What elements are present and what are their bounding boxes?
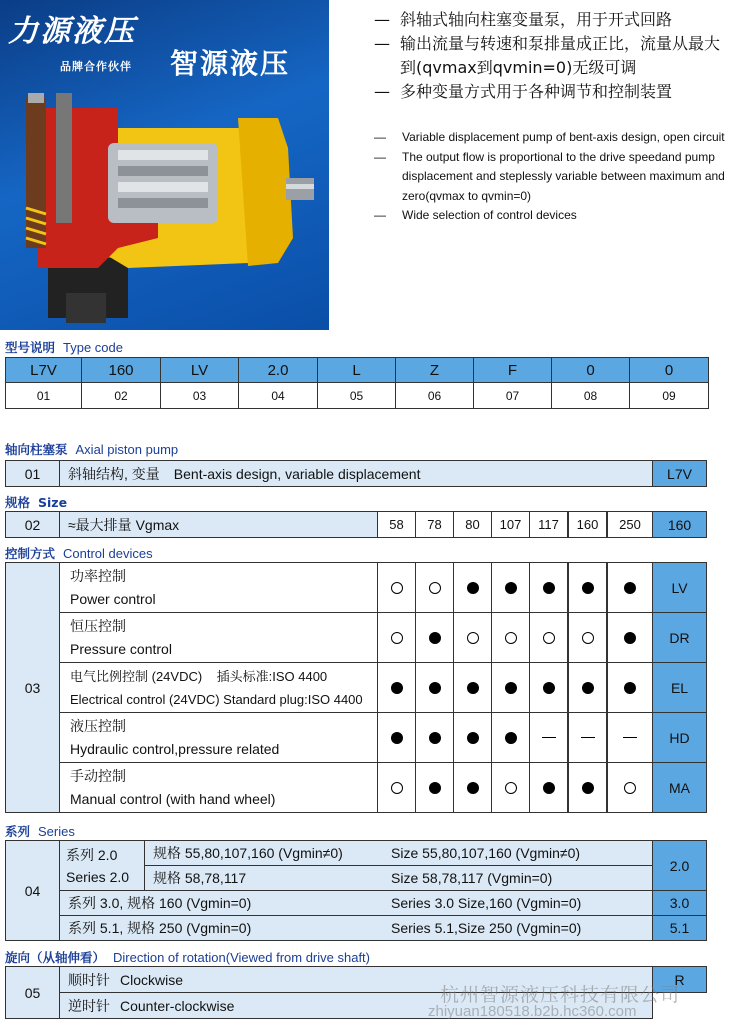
filled-dot-icon — [505, 682, 517, 694]
size-value-cell: 58 — [377, 511, 416, 538]
open-circle-icon — [582, 632, 594, 644]
type-code-position: 05 — [317, 382, 396, 409]
compatibility-cell — [453, 762, 492, 813]
compatibility-cell — [568, 612, 607, 663]
series-2-0-label: 系列 2.0 Series 2.0 — [59, 840, 145, 891]
type-code-cell: L — [317, 357, 396, 383]
filled-dot-icon — [391, 732, 403, 744]
section-title-rotation: 旋向（从轴伸看） Direction of rotation(Viewed from drive shaft) — [5, 950, 370, 965]
filled-dot-icon — [582, 782, 594, 794]
filled-dot-icon — [543, 582, 555, 594]
description-cn-item: — 多种变量方式用于各种调节和控制装置 — [374, 82, 673, 101]
watermark-company: 杭州智源液压科技有限公司 — [440, 984, 681, 1006]
compatibility-cell — [491, 562, 530, 613]
filled-dot-icon — [582, 682, 594, 694]
compatibility-cell — [568, 562, 607, 613]
row-number: 05 — [5, 966, 60, 1019]
filled-dot-icon — [505, 582, 517, 594]
filled-dot-icon — [624, 582, 636, 594]
rotation-clockwise: 顺时针 Clockwise — [59, 966, 653, 993]
filled-dot-icon — [624, 682, 636, 694]
open-circle-icon — [505, 782, 517, 794]
description-en-item: — The output flow is proportional to the drive speedand pump displacement and steplessly variable between maximum and zero(qvmax to qvmin=0) — [374, 149, 725, 203]
size-label: ≈最大排量 Vgmax — [59, 511, 378, 538]
size-value-cell: 80 — [453, 511, 492, 538]
compatibility-cell — [529, 612, 568, 663]
compatibility-cell — [491, 712, 530, 763]
compatibility-cell — [607, 762, 653, 813]
compatibility-cell — [568, 662, 607, 713]
compatibility-cell — [491, 762, 530, 813]
open-circle-icon — [467, 632, 479, 644]
pump-code: L7V — [652, 460, 707, 487]
series-2-0-size-b: 规格 58,78,117 Size 58,78,117 (Vgmin=0) — [144, 865, 653, 891]
dash-icon — [542, 737, 556, 739]
type-code-cell: Z — [395, 357, 474, 383]
type-code-cell: 0 — [629, 357, 709, 383]
size-value-cell: 160 — [568, 511, 607, 538]
open-circle-icon — [505, 632, 517, 644]
filled-dot-icon — [543, 782, 555, 794]
compatibility-cell — [377, 612, 416, 663]
series-5-1-row: 系列 5.1, 规格 250 (Vgmin=0) Series 5.1,Size 250 (Vgmin=0) — [59, 915, 653, 941]
control-label: 恒压控制 Pressure control — [59, 612, 378, 663]
section-title-pump: 轴向柱塞泵 Axial piston pump — [5, 442, 179, 457]
description-chinese — [374, 8, 730, 104]
control-label: 手动控制 Manual control (with hand wheel) — [59, 762, 378, 813]
compatibility-cell — [529, 662, 568, 713]
type-code-cell: LV — [160, 357, 239, 383]
compatibility-cell — [415, 712, 454, 763]
row-number: 04 — [5, 840, 60, 941]
filled-dot-icon — [582, 582, 594, 594]
hero-partner-text: 品牌合作伙伴 — [60, 60, 132, 73]
compatibility-cell — [377, 762, 416, 813]
filled-dot-icon — [429, 632, 441, 644]
control-code: MA — [652, 762, 707, 813]
type-code-cell: 0 — [551, 357, 630, 383]
series-5-1-code: 5.1 — [652, 915, 707, 941]
control-label: 功率控制 Power control — [59, 562, 378, 613]
compatibility-cell — [568, 712, 607, 763]
section-title-control: 控制方式 Control devices — [5, 546, 153, 561]
control-code: HD — [652, 712, 707, 763]
filled-dot-icon — [543, 682, 555, 694]
series-2-0-code: 2.0 — [652, 840, 707, 891]
compatibility-cell — [415, 762, 454, 813]
filled-dot-icon — [391, 682, 403, 694]
control-code: DR — [652, 612, 707, 663]
compatibility-cell — [377, 562, 416, 613]
size-value-cell: 250 — [607, 511, 653, 538]
type-code-cell: L7V — [5, 357, 82, 383]
compatibility-cell — [607, 612, 653, 663]
compatibility-cell — [453, 612, 492, 663]
compatibility-cell — [415, 612, 454, 663]
filled-dot-icon — [467, 732, 479, 744]
type-code-position: 09 — [629, 382, 709, 409]
compatibility-cell — [453, 662, 492, 713]
type-code-position: 04 — [238, 382, 318, 409]
dash-icon — [623, 737, 637, 739]
compatibility-cell — [377, 712, 416, 763]
compatibility-cell — [377, 662, 416, 713]
row-number: 03 — [5, 562, 60, 813]
description-en-item: — Variable displacement pump of bent-axis design, open circuit — [374, 130, 725, 144]
compatibility-cell — [607, 562, 653, 613]
description-en-item: — Wide selection of control devices — [374, 208, 577, 222]
type-code-cell: 2.0 — [238, 357, 318, 383]
type-code-position: 03 — [160, 382, 239, 409]
open-circle-icon — [543, 632, 555, 644]
type-code-cell: 160 — [81, 357, 161, 383]
series-3-0-row: 系列 3.0, 规格 160 (Vgmin=0) Series 3.0 Size,160 (Vgmin=0) — [59, 890, 653, 916]
type-code-position: 07 — [473, 382, 552, 409]
description-cn-item: — 斜轴式轴向柱塞变量泵，用于开式回路 — [374, 10, 673, 29]
size-value-cell: 117 — [529, 511, 568, 538]
compatibility-cell — [607, 712, 653, 763]
control-label: 液压控制 Hydraulic control,pressure related — [59, 712, 378, 763]
control-code: EL — [652, 662, 707, 713]
open-circle-icon — [391, 782, 403, 794]
type-code-position: 02 — [81, 382, 161, 409]
row-number: 02 — [5, 511, 60, 538]
description-cn-item: — 输出流量与转速和泵排量成正比，流量从最大到(qvmax到qvmin=0)无级可调 — [374, 34, 721, 77]
control-label: 电气比例控制 (24VDC) 插头标准:ISO 4400 Electrical control (24VDC) Standard plug:ISO 4400 — [59, 662, 378, 713]
pump-cutaway-illustration — [8, 88, 318, 328]
product-hero-image — [0, 0, 329, 330]
compatibility-cell — [453, 562, 492, 613]
compatibility-cell — [568, 762, 607, 813]
filled-dot-icon — [467, 782, 479, 794]
open-circle-icon — [429, 582, 441, 594]
type-code-cell: F — [473, 357, 552, 383]
control-code: LV — [652, 562, 707, 613]
hero-brand-title-2: 智源液压 — [170, 47, 291, 80]
size-code: 160 — [652, 511, 707, 538]
section-title-type-code: 型号说明 Type code — [5, 340, 124, 355]
rotation-counter-clockwise: 逆时针 Counter-clockwise — [59, 992, 653, 1019]
pump-description: 斜轴结构, 变量 Bent-axis design, variable displacement — [59, 460, 653, 487]
open-circle-icon — [624, 782, 636, 794]
filled-dot-icon — [467, 582, 479, 594]
compatibility-cell — [491, 662, 530, 713]
compatibility-cell — [529, 762, 568, 813]
hero-brand-title: 力源液压 — [8, 14, 136, 49]
filled-dot-icon — [505, 732, 517, 744]
section-title-size: 规格 Size — [5, 495, 68, 510]
compatibility-cell — [529, 712, 568, 763]
compatibility-cell — [529, 562, 568, 613]
series-3-0-code: 3.0 — [652, 890, 707, 916]
open-circle-icon — [391, 632, 403, 644]
open-circle-icon — [391, 582, 403, 594]
watermark-site: zhiyuan180518.b2b.hc360.com — [428, 1003, 637, 1020]
compatibility-cell — [607, 662, 653, 713]
type-code-position: 08 — [551, 382, 630, 409]
filled-dot-icon — [429, 782, 441, 794]
filled-dot-icon — [467, 682, 479, 694]
filled-dot-icon — [624, 632, 636, 644]
type-code-position: 01 — [5, 382, 82, 409]
filled-dot-icon — [429, 732, 441, 744]
description-english — [374, 128, 732, 226]
compatibility-cell — [453, 712, 492, 763]
compatibility-cell — [491, 612, 530, 663]
section-title-series: 系列 Series — [5, 824, 75, 839]
dash-icon — [581, 737, 595, 739]
filled-dot-icon — [429, 682, 441, 694]
series-2-0-size-a: 规格 55,80,107,160 (Vgmin≠0) Size 55,80,107,160 (Vgmin≠0) — [144, 840, 653, 866]
type-code-position: 06 — [395, 382, 474, 409]
compatibility-cell — [415, 562, 454, 613]
size-value-cell: 78 — [415, 511, 454, 538]
rotation-code: R — [652, 966, 707, 993]
size-value-cell: 107 — [491, 511, 530, 538]
row-number: 01 — [5, 460, 60, 487]
compatibility-cell — [415, 662, 454, 713]
